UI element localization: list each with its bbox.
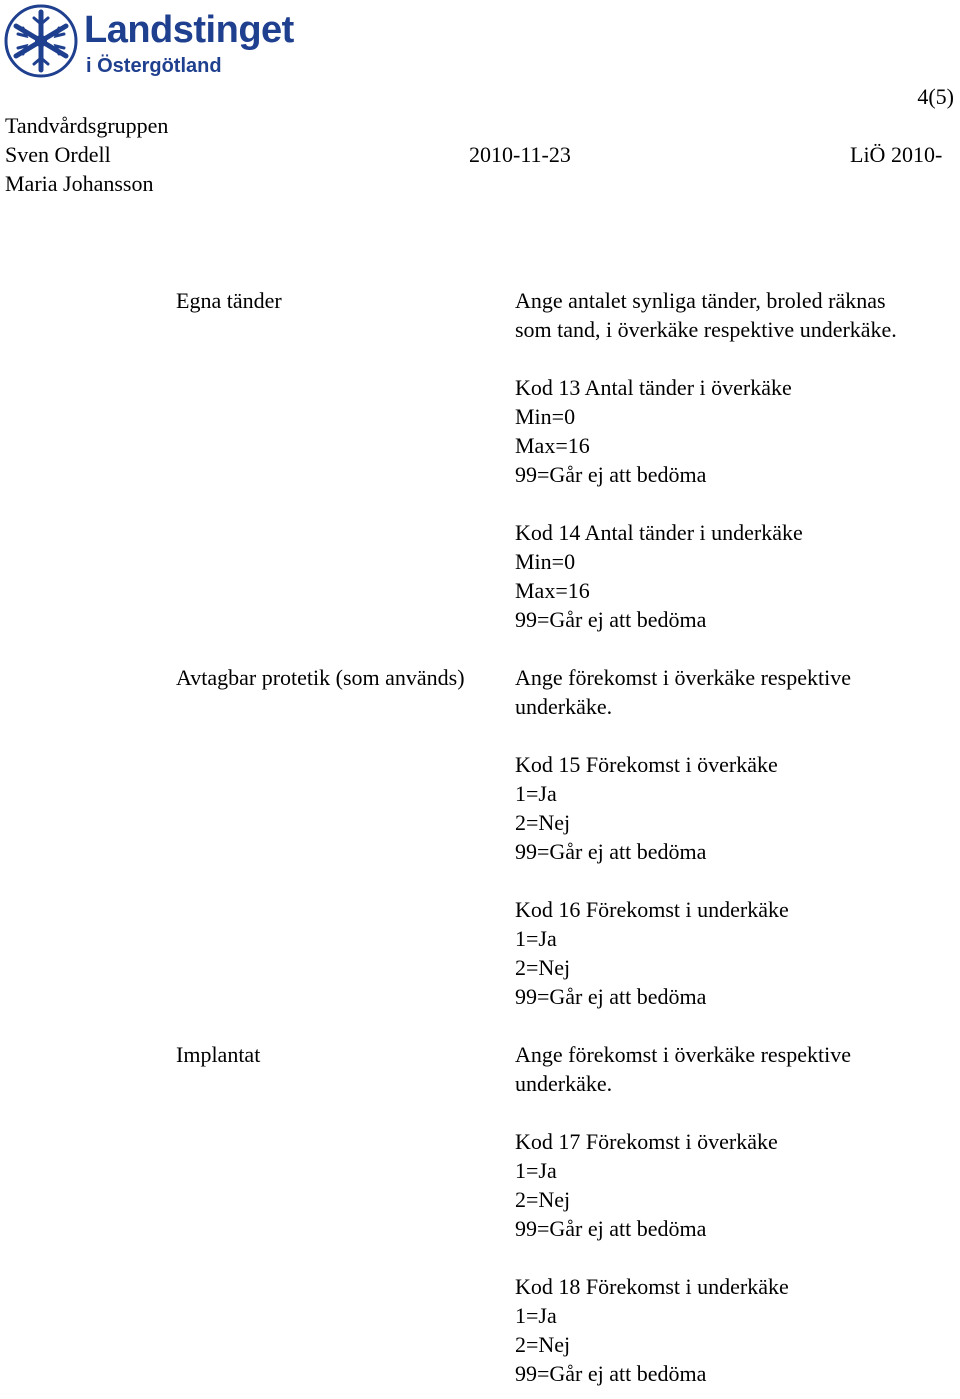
page-number: 4(5) [917,84,954,109]
code-block [515,518,956,634]
snowflake-logo-icon [4,4,78,78]
code-value: 1=Ja [515,1303,557,1328]
logo-subtitle: i Östergötland [86,55,222,77]
code-value: Max=16 [515,578,590,603]
department-name: Tandvårdsgruppen [5,113,169,138]
code-value: 1=Ja [515,781,557,806]
code-block [515,1127,956,1243]
description-line: Ange förekomst i överkäke respektive [515,665,851,690]
code-title: Kod 16 Förekomst i underkäke [515,897,789,922]
code-value: 99=Går ej att bedöma [515,984,707,1009]
document-reference: LiÖ 2010- [850,142,943,167]
code-block [515,1272,956,1388]
code-block [515,895,956,1011]
code-value: Min=0 [515,404,576,429]
code-value: 2=Nej [515,1332,571,1357]
code-value: Max=16 [515,433,590,458]
description-line: som tand, i överkäke respektive underkäke. [515,317,897,342]
description-line: underkäke. [515,694,613,719]
row-label: Egna tänder [176,288,282,313]
code-value: 2=Nej [515,955,571,980]
code-block [515,373,956,489]
document-date: 2010-11-23 [469,142,571,167]
author-name: Maria Johansson [5,171,154,196]
code-value: 99=Går ej att bedöma [515,839,707,864]
row-body [515,663,956,1011]
landstinget-logo [4,4,324,80]
description-line: Ange antalet synliga tänder, broled räknas [515,288,886,313]
code-value: 99=Går ej att bedöma [515,462,707,487]
code-title: Kod 13 Antal tänder i överkäke [515,375,792,400]
code-value: 2=Nej [515,810,571,835]
row-label: Avtagbar protetik (som används) [176,665,465,690]
code-title: Kod 14 Antal tänder i underkäke [515,520,803,545]
author-name: Sven Ordell [5,142,111,167]
code-value: 99=Går ej att bedöma [515,607,707,632]
code-value: 99=Går ej att bedöma [515,1216,707,1241]
row-label: Implantat [176,1042,261,1067]
code-title: Kod 15 Förekomst i överkäke [515,752,778,777]
code-value: 1=Ja [515,1158,557,1183]
description-line: underkäke. [515,1071,613,1096]
code-title: Kod 18 Förekomst i underkäke [515,1274,789,1299]
description-line: Ange förekomst i överkäke respektive [515,1042,851,1067]
variable-definitions [176,286,956,1388]
code-block [515,750,956,866]
row-body [515,1040,956,1388]
definition-row-avtagbar-protetik [176,663,956,1011]
code-value: 99=Går ej att bedöma [515,1361,707,1386]
code-title: Kod 17 Förekomst i överkäke [515,1129,778,1154]
logo-title: Landstinget [84,9,294,51]
definition-row-egna-tander [176,286,956,634]
code-value: 2=Nej [515,1187,571,1212]
code-value: 1=Ja [515,926,557,951]
code-value: Min=0 [515,549,576,574]
row-body [515,286,956,634]
definition-row-implantat [176,1040,956,1388]
